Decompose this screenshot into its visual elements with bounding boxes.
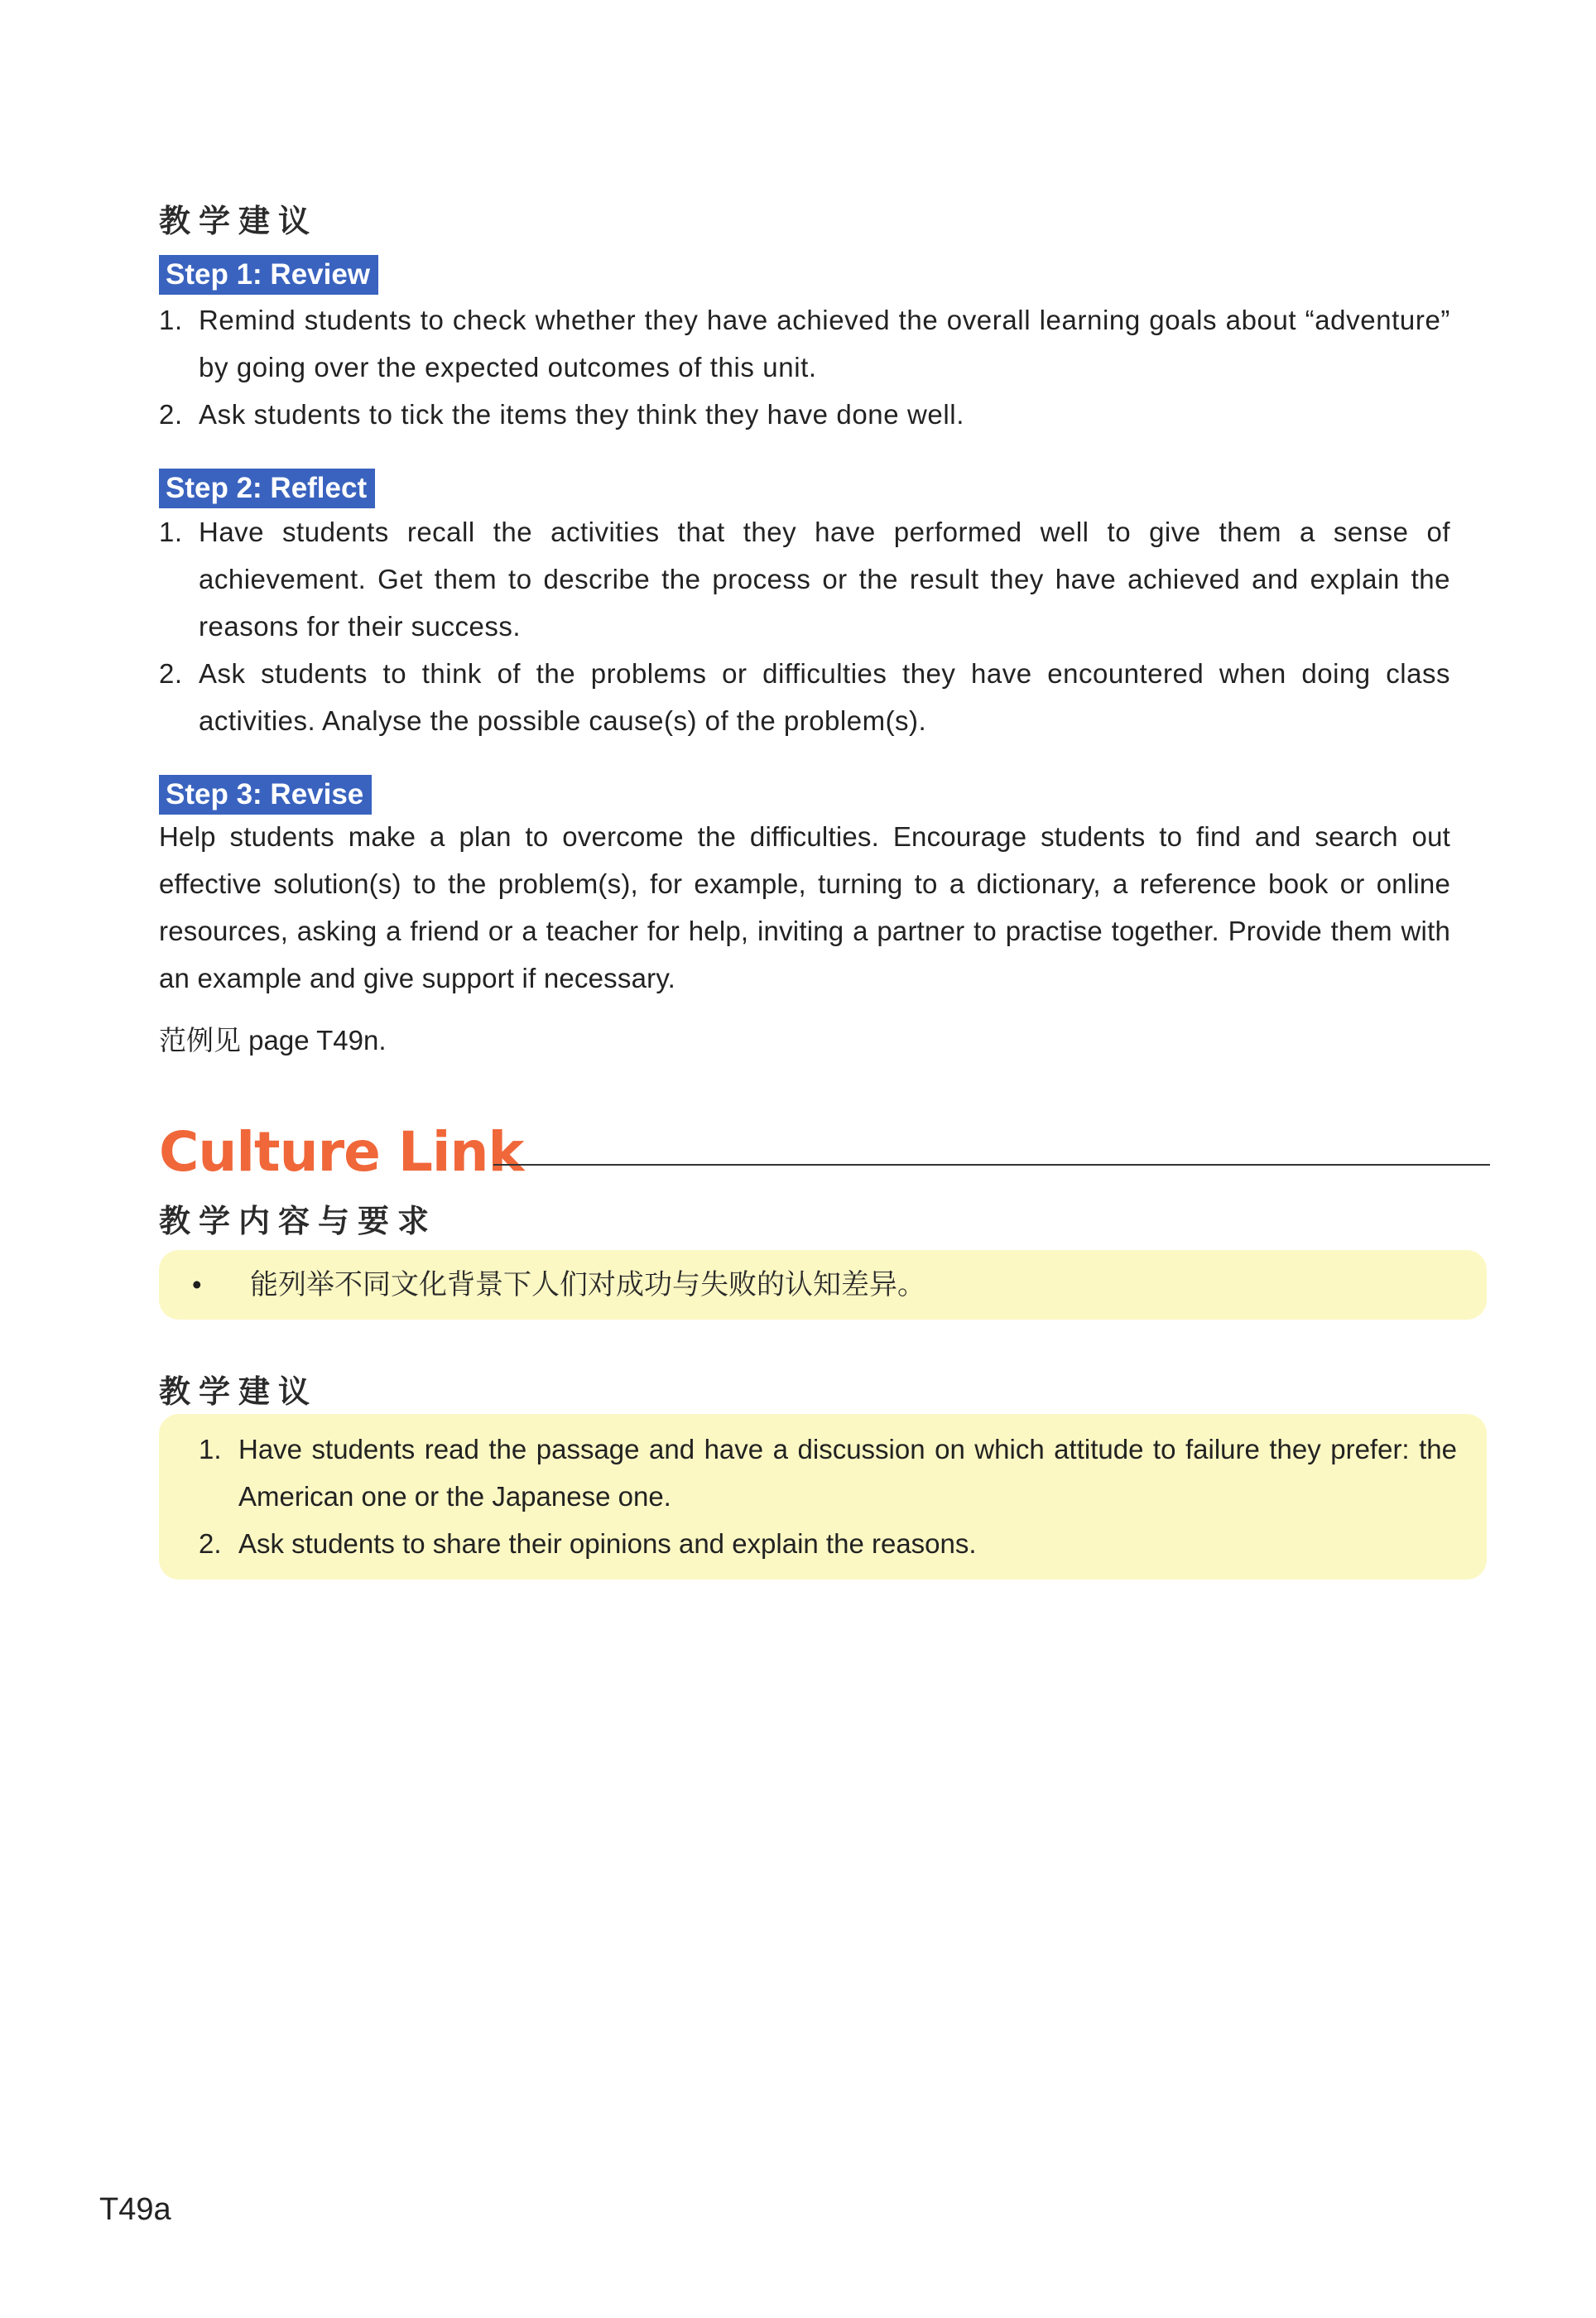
step-2-tag: Step 2: Reflect bbox=[159, 469, 375, 508]
item-text: Have students recall the activities that they have performed well to give them a sense of achievement. Get them to describe the process or the result they have achieved and explain the reasons for their success. bbox=[199, 517, 1450, 642]
list-item bbox=[199, 1520, 1457, 1567]
requirements-box bbox=[159, 1250, 1487, 1320]
example-reference: 范例见 page T49n. bbox=[159, 1025, 387, 1056]
page-number: T49a bbox=[99, 2192, 171, 2227]
culture-suggestions-heading: 教学建议 bbox=[159, 1373, 319, 1410]
list-item bbox=[159, 296, 1450, 391]
item-number: 2. bbox=[199, 1528, 222, 1559]
step-1-tag: Step 1: Review bbox=[159, 255, 378, 295]
item-text: Ask students to think of the problems or difficulties they have encountered when doing class activities. Analyse the possible cause(s) of the problem(s). bbox=[199, 658, 1450, 736]
list-item bbox=[159, 650, 1450, 744]
step-3-paragraph: Help students make a plan to overcome the difficulties. Encourage students to find and search out effective solution(s) to the problem(s), for example, turning to a dictionary, a reference book or online resources, asking a friend or a teacher for help, inviting a partner to practise together. Provide them with an example and give support if necessary. bbox=[159, 821, 1450, 993]
list-item bbox=[159, 391, 1450, 438]
step-2-list bbox=[159, 508, 1450, 744]
item-text: Remind students to check whether they have achieved the overall learning goals about “adventure” by going over the expected outcomes of this unit. bbox=[199, 305, 1450, 382]
item-number: 2. bbox=[159, 399, 183, 430]
list-item bbox=[159, 508, 1450, 650]
culture-suggestions-box bbox=[159, 1414, 1487, 1580]
culture-link-title: Culture Link bbox=[159, 1120, 524, 1184]
title-rule bbox=[493, 1164, 1490, 1166]
item-text: Have students read the passage and have a discussion on which attitude to failure they prefer: the American one or the Japanese one. bbox=[238, 1434, 1457, 1512]
content-requirements-heading: 教学内容与要求 bbox=[159, 1203, 438, 1239]
item-number: 1. bbox=[199, 1434, 222, 1464]
requirement-text: 能列举不同文化背景下人们对成功与失败的认知差异。 bbox=[250, 1268, 925, 1301]
list-item bbox=[199, 1426, 1457, 1520]
item-number: 2. bbox=[159, 658, 183, 689]
bullet: • bbox=[192, 1269, 202, 1300]
item-number: 1. bbox=[159, 305, 183, 335]
item-text: Ask students to tick the items they think they have done well. bbox=[199, 399, 964, 430]
step-1-list bbox=[159, 296, 1450, 438]
teaching-suggestions-heading: 教学建议 bbox=[159, 203, 319, 239]
culture-suggestions-list bbox=[199, 1426, 1457, 1567]
item-number: 1. bbox=[159, 517, 183, 547]
step-3-tag: Step 3: Revise bbox=[159, 775, 372, 815]
item-text: Ask students to share their opinions and explain the reasons. bbox=[238, 1528, 977, 1559]
